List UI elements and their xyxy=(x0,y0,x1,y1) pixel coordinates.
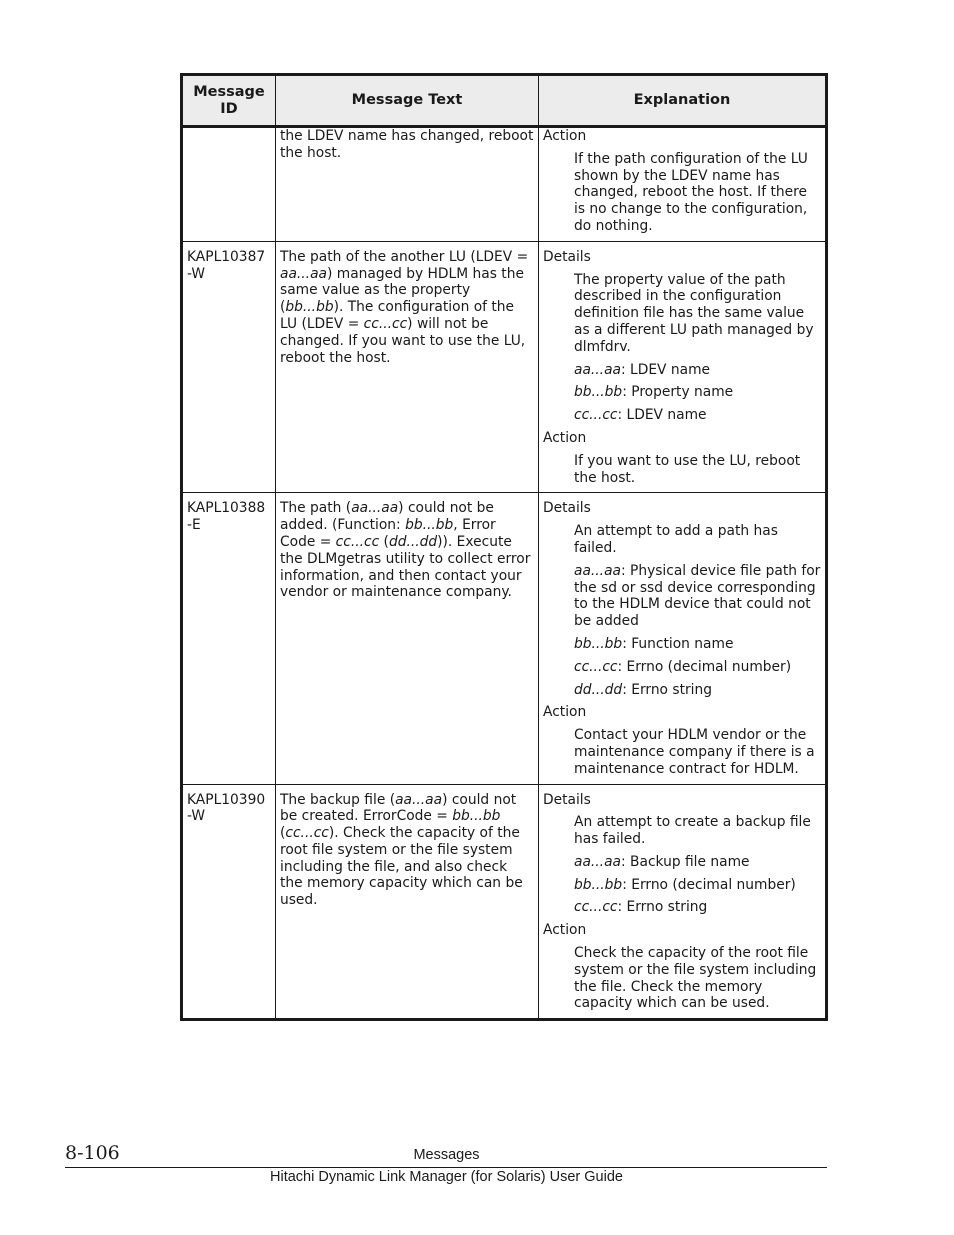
explanation-item: cc...cc: Errno (decimal number) xyxy=(574,658,792,675)
explanation-item: cc...cc: LDEV name xyxy=(574,407,707,424)
explanation-cell xyxy=(539,127,827,242)
footer-document-title: Hitachi Dynamic Link Manager (for Solaris) User Guide xyxy=(270,1169,623,1185)
header-explanation: Explanation xyxy=(539,75,827,127)
message-id-cell: KAPL10387 -W xyxy=(182,241,276,493)
explanation-item: aa...aa: Backup file name xyxy=(574,853,750,870)
explanation-item: cc...cc: Errno string xyxy=(574,899,708,916)
explanation-item: aa...aa: LDEV name xyxy=(574,361,710,378)
message-table xyxy=(180,73,828,1021)
footer-divider xyxy=(65,1167,827,1168)
message-text-cell: The backup file (aa...aa) could not be created. ErrorCode = bb...bb (cc...cc). Check the capacity of the root file system or the file system including the file, and also check the memory capacity which can be used. xyxy=(276,784,539,1020)
header-message-id: Message ID xyxy=(182,75,276,127)
header-message-text: Message Text xyxy=(276,75,539,127)
page-number: 8-106 xyxy=(65,1142,120,1164)
footer-section-name: Messages xyxy=(413,1147,480,1163)
explanation-item: An attempt to add a path has failed. xyxy=(574,523,778,556)
table-row xyxy=(182,784,827,1020)
explanation-item: bb...bb: Errno (decimal number) xyxy=(574,876,796,893)
explanation-item: bb...bb: Property name xyxy=(574,384,734,401)
table-row xyxy=(182,127,827,242)
message-text-cell: The path of the another LU (LDEV = aa...aa) managed by HDLM has the same value as the property (bb...bb). The configuration of the LU (LDEV = cc...cc) will not be changed. If you want to use the LU, reboot the host. xyxy=(276,241,539,493)
message-id-cell: KAPL10390 -W xyxy=(182,784,276,1020)
explanation-heading: Action xyxy=(543,704,587,721)
explanation-heading: Action xyxy=(543,429,587,446)
message-text-cell: the LDEV name has changed, reboot the host. xyxy=(276,127,539,242)
explanation-heading: Action xyxy=(543,128,587,144)
explanation-heading: Details xyxy=(543,791,591,808)
explanation-cell xyxy=(539,241,827,493)
explanation-item: bb...bb: Function name xyxy=(574,635,734,652)
explanation-item: If you want to use the LU, reboot the host. xyxy=(574,452,801,486)
explanation-heading: Details xyxy=(543,500,591,517)
table-header-row xyxy=(182,75,827,127)
explanation-item: The property value of the path described in the configuration definition file has the same value as a different LU path managed by dlmfdrv. xyxy=(574,271,814,355)
message-id-cell xyxy=(182,127,276,242)
explanation-item: Contact your HDLM vendor or the maintenance company if there is a maintenance contract for HDLM. xyxy=(574,727,815,777)
message-text-cell: The path (aa...aa) could not be added. (Function: bb...bb, Error Code = cc...cc (dd...dd)). Execute the DLMgetras utility to collect error information, and then contact your vendor or maintenance company. xyxy=(276,493,539,784)
explanation-heading: Details xyxy=(543,248,591,265)
message-id-cell: KAPL10388 -E xyxy=(182,493,276,784)
explanation-heading: Action xyxy=(543,922,587,939)
table-row xyxy=(182,493,827,784)
explanation-item: An attempt to create a backup file has failed. xyxy=(574,814,811,848)
explanation-item: If the path configuration of the LU shown by the LDEV name has changed, reboot the host. If there is no change to the configuration, do nothing. xyxy=(574,150,808,234)
explanation-item: aa...aa: Physical device file path for the sd or ssd device corresponding to the HDLM device that could not be added xyxy=(574,562,821,630)
explanation-item: dd...dd: Errno string xyxy=(574,681,712,698)
table-row xyxy=(182,241,827,493)
explanation-cell xyxy=(539,493,827,784)
explanation-cell xyxy=(539,784,827,1020)
explanation-item: Check the capacity of the root file system or the file system including the file. Check the memory capacity which can be used. xyxy=(574,945,817,1012)
